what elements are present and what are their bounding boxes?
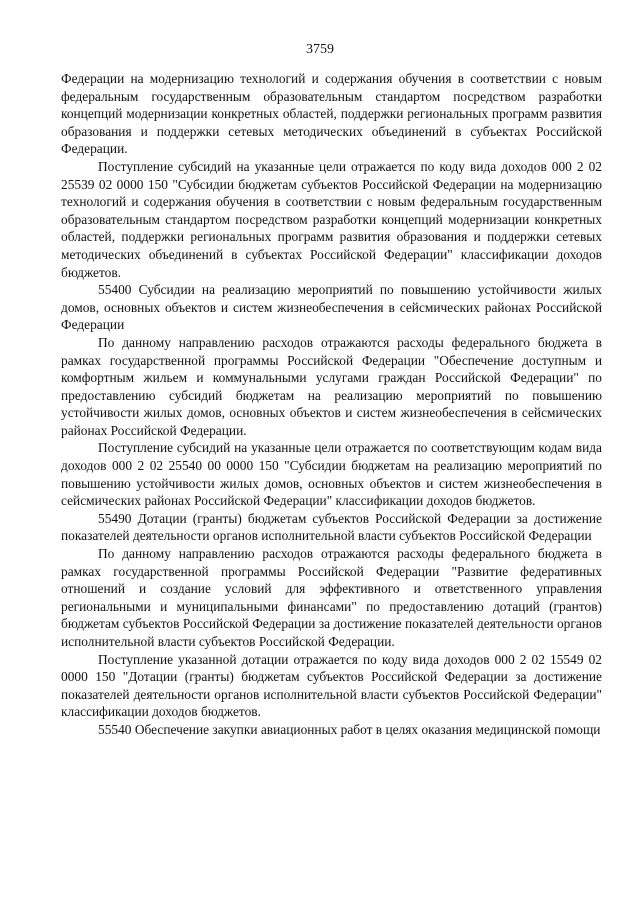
page-number: 3759	[306, 42, 334, 57]
section-heading-55400: 55400 Субсидии на реализацию мероприятий по повышению устойчивости жилых домов, основных объектов и систем жизнеобеспечения в сейсмических районах Российской Федерации	[61, 282, 602, 333]
paragraph-4: По данному направлению расходов отражаются расходы федерального бюджета в рамках государственной программы Российской Федерации "Обеспечение доступным и комфортным жильем и коммунальными услугами граждан Российской Федерации" по предоставлению субсидий бюджетам на реализацию мероприятий по повышению устойчивости жилых домов, основных объектов и систем жизнеобеспечения в сейсмических районах Российской Федерации.	[61, 334, 602, 438]
paragraph-8: Поступление указанной дотации отражается по коду вида доходов 000 2 02 15549 02 0000 150 "Дотации (гранты) бюджетам субъектов Российской Федерации за достижение показателей деятельности органов исполнительной власти субъектов Российской Федерации" классификации доходов бюджетов.	[61, 651, 602, 720]
paragraph-5: Поступление субсидий на указанные цели отражается по соответствующим кодам вида доходов 000 2 02 25540 00 0000 150 "Субсидии бюджетам на реализацию мероприятий по повышению устойчивости жилых домов, основных объектов и систем жизнеобеспечения в сейсмических районах Российской Федерации" классификации доходов бюджетов.	[61, 440, 602, 509]
document-body	[61, 70, 602, 739]
paragraph-1: Федерации на модернизацию технологий и содержания обучения в соответствии с новым федеральным государственным образовательным стандартом посредством разработки концепций модернизации конкретных областей, поддержки региональных программ развития образования и поддержки сетевых методических объединений в субъектах Российской Федерации.	[61, 71, 602, 157]
section-heading-55490: 55490 Дотации (гранты) бюджетам субъектов Российской Федерации за достижение показателей деятельности органов исполнительной власти субъектов Российской Федерации	[61, 510, 602, 544]
section-heading-55540: 55540 Обеспечение закупки авиационных работ в целях оказания медицинской помощи	[98, 721, 601, 737]
paragraph-2: Поступление субсидий на указанные цели отражается по коду вида доходов 000 2 02 25539 02 0000 150 "Субсидии бюджетам субъектов Российской Федерации на модернизацию технологий и содержания обучения в соответствии с новым федеральным государственным образовательным стандартом посредством разработки концепций модернизации конкретных областей, поддержки региональных программ развития образования и поддержки сетевых методических объединений в субъектах Российской Федерации" классификации доходов бюджетов.	[61, 158, 602, 280]
paragraph-7: По данному направлению расходов отражаются расходы федерального бюджета в рамках государственной программы Российской Федерации "Развитие федеративных отношений и создание условий для эффективного и ответственного управления региональными и муниципальными финансами" по предоставлению дотаций (грантов) бюджетам субъектов Российской Федерации за достижение показателей деятельности органов исполнительной власти субъектов Российской Федерации.	[61, 546, 602, 649]
